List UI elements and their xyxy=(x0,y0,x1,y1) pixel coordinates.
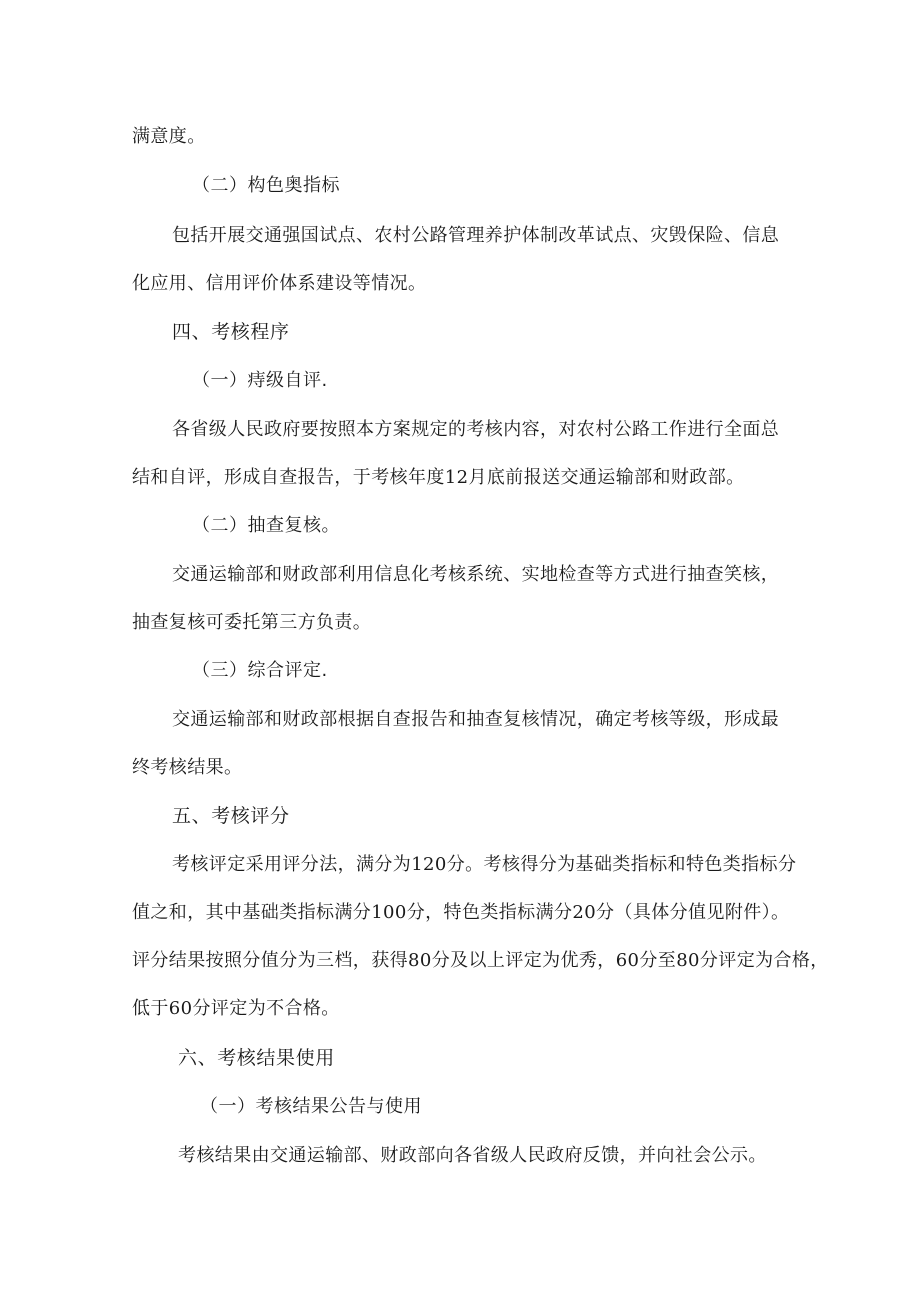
paragraph-line: 考核结果由交通运输部、财政部向各省级人民政府反馈，并向社会公示。 xyxy=(178,1145,767,1166)
paragraph-line: 交通运输部和财政部根据自查报告和抽查复核情况，确定考核等级，形成最 xyxy=(172,709,780,730)
subsection-heading: （二）抽查复核。 xyxy=(192,515,340,536)
subsection-heading: （一）考核结果公告与使用 xyxy=(200,1096,422,1117)
paragraph-line: 低于60分评定为不合格。 xyxy=(132,998,340,1019)
paragraph-line: 考核评定采用评分法，满分为120分。考核得分为基础类指标和特色类指标分 xyxy=(172,854,797,875)
section-heading: 四、考核程序 xyxy=(172,321,290,343)
paragraph-line: 抽查复核可委托第三方负责。 xyxy=(132,612,372,633)
paragraph-line: 交通运输部和财政部利用信息化考核系统、实地检查等方式进行抽查笑核， xyxy=(172,564,780,585)
paragraph-line: 评分结果按照分值分为三档，获得80分及以上评定为优秀，60分至80分评定为合格， xyxy=(132,950,829,971)
section-heading: 六、考核结果使用 xyxy=(178,1047,335,1069)
section-heading: 五、考核评分 xyxy=(172,805,290,827)
subsection-heading: （一）痔级自评. xyxy=(192,370,328,391)
paragraph-line: 结和自评，形成自查报告，于考核年度12月底前报送交通运输部和财政部。 xyxy=(132,467,745,488)
subsection-heading: （二）构色奥指标 xyxy=(192,175,340,196)
paragraph-line: 值之和，其中基础类指标满分100分，特色类指标满分20分（具体分值见附件）。 xyxy=(132,902,790,923)
paragraph-line: 包括开展交通强国试点、农村公路管理养护体制改革试点、灾毁保险、信息 xyxy=(172,225,780,246)
paragraph-line: 满意度。 xyxy=(132,126,206,147)
subsection-heading: （三）综合评定. xyxy=(192,660,328,681)
paragraph-line: 终考核结果。 xyxy=(132,757,243,778)
paragraph-line: 化应用、信用评价体系建设等情况。 xyxy=(132,273,427,294)
paragraph-line: 各省级人民政府要按照本方案规定的考核内容，对农村公路工作进行全面总 xyxy=(172,419,780,440)
